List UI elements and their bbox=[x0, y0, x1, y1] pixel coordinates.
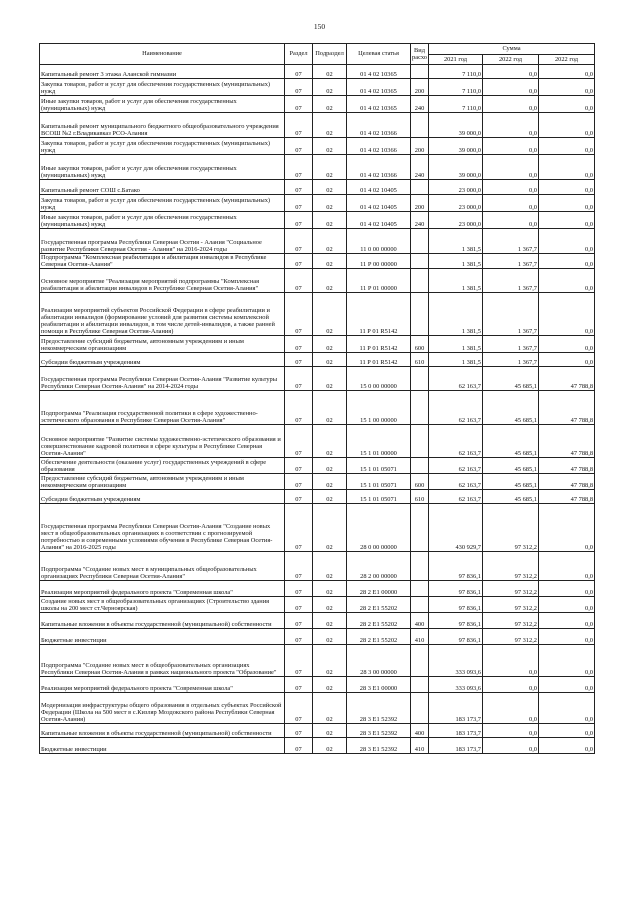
row-section: 07 bbox=[285, 212, 313, 229]
row-subsection: 02 bbox=[313, 391, 347, 425]
row-expense-type: 400 bbox=[411, 613, 429, 629]
row-sum-2022-b: 0,0 bbox=[539, 229, 595, 254]
row-sum-2022-b: 0,0 bbox=[539, 504, 595, 552]
row-expense-type bbox=[411, 180, 429, 195]
row-section: 07 bbox=[285, 229, 313, 254]
table-row bbox=[40, 367, 595, 391]
row-subsection: 02 bbox=[313, 293, 347, 336]
row-subsection: 02 bbox=[313, 212, 347, 229]
row-target: 01 4 02 10365 bbox=[347, 79, 411, 96]
row-expense-type bbox=[411, 113, 429, 138]
row-name: Бюджетные инвестиции bbox=[40, 629, 285, 645]
row-sum-2022-b: 0,0 bbox=[539, 195, 595, 212]
row-subsection: 02 bbox=[313, 96, 347, 113]
row-section: 07 bbox=[285, 724, 313, 738]
row-name: Модернизация инфраструктуры общего образования в отдельных субъектах Российской Федерации (Школа на 500 мест в с.Кизляр Моздокского района Республики Северная Осетия-Алания) bbox=[40, 693, 285, 724]
row-target: 01 4 02 10405 bbox=[347, 212, 411, 229]
row-name: Бюджетные инвестиции bbox=[40, 738, 285, 754]
row-sum-2022-b: 0,0 bbox=[539, 79, 595, 96]
row-subsection: 02 bbox=[313, 458, 347, 474]
row-expense-type: 610 bbox=[411, 353, 429, 367]
row-sum-2022-a: 45 685,1 bbox=[483, 367, 539, 391]
row-name: Капитальный ремонт 3 этажа Аланской гимназии bbox=[40, 65, 285, 79]
row-target: 11 Р 01 R5142 bbox=[347, 293, 411, 336]
row-sum-2022-b: 0,0 bbox=[539, 645, 595, 677]
table-row bbox=[40, 597, 595, 613]
row-subsection: 02 bbox=[313, 367, 347, 391]
row-name: Предоставление субсидий бюджетным, автономным учреждениям и иным некоммерческим организациям bbox=[40, 474, 285, 490]
row-sum-2022-a: 45 685,1 bbox=[483, 458, 539, 474]
header-sum: Сумма bbox=[429, 44, 595, 55]
row-name: Закупка товаров, работ и услуг для обеспечения государственных (муниципальных) нужд bbox=[40, 195, 285, 212]
row-name: Субсидии бюджетным учреждениям bbox=[40, 353, 285, 367]
row-expense-type: 410 bbox=[411, 629, 429, 645]
row-target: 11 Р 01 R5142 bbox=[347, 353, 411, 367]
row-expense-type bbox=[411, 229, 429, 254]
row-expense-type: 600 bbox=[411, 474, 429, 490]
table-row bbox=[40, 425, 595, 458]
header-2022-a: 2022 год bbox=[483, 55, 539, 65]
row-target: 15 1 01 05071 bbox=[347, 474, 411, 490]
row-target: 01 4 02 10405 bbox=[347, 195, 411, 212]
row-subsection: 02 bbox=[313, 490, 347, 504]
table-row bbox=[40, 391, 595, 425]
row-target: 11 Р 01 R5142 bbox=[347, 336, 411, 353]
row-sum-2022-a: 45 685,1 bbox=[483, 490, 539, 504]
row-name: Иные закупки товаров, работ и услуг для обеспечения государственных (муниципальных) нужд bbox=[40, 212, 285, 229]
table-row bbox=[40, 79, 595, 96]
row-subsection: 02 bbox=[313, 552, 347, 581]
row-sum-2022-b: 47 788,8 bbox=[539, 391, 595, 425]
table-row bbox=[40, 552, 595, 581]
row-section: 07 bbox=[285, 581, 313, 597]
row-sum-2022-b: 0,0 bbox=[539, 738, 595, 754]
row-sum-2022-b: 0,0 bbox=[539, 597, 595, 613]
row-expense-type: 240 bbox=[411, 96, 429, 113]
row-section: 07 bbox=[285, 367, 313, 391]
row-name: Субсидии бюджетным учреждениям bbox=[40, 490, 285, 504]
row-sum-2021: 39 000,0 bbox=[429, 113, 483, 138]
row-target: 28 2 Е1 55202 bbox=[347, 613, 411, 629]
row-expense-type: 240 bbox=[411, 212, 429, 229]
table-row bbox=[40, 504, 595, 552]
row-sum-2022-a: 0,0 bbox=[483, 96, 539, 113]
header-expense-type: Вид расхо bbox=[411, 44, 429, 65]
row-target: 01 4 02 10365 bbox=[347, 96, 411, 113]
row-sum-2021: 62 163,7 bbox=[429, 474, 483, 490]
row-section: 07 bbox=[285, 474, 313, 490]
row-target: 01 4 02 10365 bbox=[347, 65, 411, 79]
row-sum-2021: 333 093,6 bbox=[429, 645, 483, 677]
row-name: Основное мероприятие "Реализация мероприятий подпрограммы "Комплексная реабилитация и абилитация инвалидов в Республике Северная Осетия-Алания" bbox=[40, 269, 285, 293]
row-target: 28 2 Е1 00000 bbox=[347, 581, 411, 597]
row-sum-2021: 430 929,7 bbox=[429, 504, 483, 552]
header-subsection: Подраздел bbox=[313, 44, 347, 65]
row-sum-2022-a: 1 367,7 bbox=[483, 254, 539, 269]
row-section: 07 bbox=[285, 79, 313, 96]
row-sum-2021: 62 163,7 bbox=[429, 458, 483, 474]
row-target: 28 3 Е1 00000 bbox=[347, 677, 411, 693]
page-number: 150 bbox=[313, 22, 326, 31]
row-subsection: 02 bbox=[313, 677, 347, 693]
row-subsection: 02 bbox=[313, 195, 347, 212]
row-section: 07 bbox=[285, 254, 313, 269]
table-row bbox=[40, 336, 595, 353]
row-sum-2022-b: 0,0 bbox=[539, 65, 595, 79]
row-target: 28 3 Е1 52392 bbox=[347, 738, 411, 754]
row-sum-2022-a: 97 312,2 bbox=[483, 629, 539, 645]
row-target: 15 1 01 05071 bbox=[347, 490, 411, 504]
row-name: Капитальный ремонт СОШ с.Батако bbox=[40, 180, 285, 195]
row-sum-2022-a: 0,0 bbox=[483, 138, 539, 155]
row-expense-type bbox=[411, 645, 429, 677]
table-row bbox=[40, 155, 595, 180]
row-sum-2022-b: 0,0 bbox=[539, 724, 595, 738]
row-section: 07 bbox=[285, 552, 313, 581]
row-sum-2022-a: 1 367,7 bbox=[483, 353, 539, 367]
table-row bbox=[40, 138, 595, 155]
row-section: 07 bbox=[285, 155, 313, 180]
row-subsection: 02 bbox=[313, 645, 347, 677]
row-subsection: 02 bbox=[313, 738, 347, 754]
row-section: 07 bbox=[285, 458, 313, 474]
row-sum-2022-b: 47 788,8 bbox=[539, 490, 595, 504]
row-subsection: 02 bbox=[313, 79, 347, 96]
row-target: 15 0 00 00000 bbox=[347, 367, 411, 391]
table-row bbox=[40, 229, 595, 254]
row-subsection: 02 bbox=[313, 180, 347, 195]
row-section: 07 bbox=[285, 113, 313, 138]
row-sum-2022-a: 0,0 bbox=[483, 79, 539, 96]
row-sum-2022-b: 0,0 bbox=[539, 212, 595, 229]
row-section: 07 bbox=[285, 96, 313, 113]
row-name: Обеспечение деятельности (оказание услуг) государственных учреждений в сфере образования bbox=[40, 458, 285, 474]
table-row bbox=[40, 724, 595, 738]
row-expense-type: 240 bbox=[411, 155, 429, 180]
row-sum-2022-b: 0,0 bbox=[539, 677, 595, 693]
row-expense-type bbox=[411, 458, 429, 474]
row-expense-type: 200 bbox=[411, 138, 429, 155]
row-subsection: 02 bbox=[313, 254, 347, 269]
row-sum-2022-b: 0,0 bbox=[539, 552, 595, 581]
table-row bbox=[40, 490, 595, 504]
row-sum-2022-b: 0,0 bbox=[539, 353, 595, 367]
row-expense-type bbox=[411, 597, 429, 613]
table-row bbox=[40, 458, 595, 474]
table-row bbox=[40, 474, 595, 490]
row-section: 07 bbox=[285, 425, 313, 458]
row-sum-2021: 39 000,0 bbox=[429, 138, 483, 155]
row-sum-2022-a: 1 367,7 bbox=[483, 269, 539, 293]
row-target: 01 4 02 10366 bbox=[347, 113, 411, 138]
row-target: 15 1 01 00000 bbox=[347, 425, 411, 458]
row-sum-2022-b: 47 788,8 bbox=[539, 458, 595, 474]
row-sum-2022-b: 47 788,8 bbox=[539, 474, 595, 490]
row-target: 01 4 02 10366 bbox=[347, 155, 411, 180]
row-expense-type bbox=[411, 269, 429, 293]
row-sum-2021: 97 836,1 bbox=[429, 581, 483, 597]
table-row bbox=[40, 293, 595, 336]
row-sum-2021: 183 173,7 bbox=[429, 724, 483, 738]
table-row bbox=[40, 645, 595, 677]
row-sum-2022-b: 0,0 bbox=[539, 693, 595, 724]
row-section: 07 bbox=[285, 677, 313, 693]
row-sum-2022-b: 0,0 bbox=[539, 138, 595, 155]
table-row bbox=[40, 212, 595, 229]
row-sum-2022-a: 0,0 bbox=[483, 645, 539, 677]
row-name: Подпрограмма "Реализация государственной политики в сфере художественно-эстетического образования в Республике Северная Осетия-Алания" bbox=[40, 391, 285, 425]
row-sum-2022-a: 0,0 bbox=[483, 195, 539, 212]
row-sum-2022-b: 0,0 bbox=[539, 269, 595, 293]
row-sum-2022-b: 0,0 bbox=[539, 180, 595, 195]
row-name: Закупка товаров, работ и услуг для обеспечения государственных (муниципальных) нужд bbox=[40, 79, 285, 96]
row-sum-2021: 62 163,7 bbox=[429, 425, 483, 458]
budget-table bbox=[39, 43, 595, 754]
row-section: 07 bbox=[285, 269, 313, 293]
table-row bbox=[40, 693, 595, 724]
row-sum-2022-b: 0,0 bbox=[539, 629, 595, 645]
row-sum-2022-a: 0,0 bbox=[483, 113, 539, 138]
header-2021: 2021 год bbox=[429, 55, 483, 65]
row-sum-2021: 7 110,0 bbox=[429, 65, 483, 79]
row-sum-2022-a: 0,0 bbox=[483, 738, 539, 754]
row-sum-2022-b: 47 788,8 bbox=[539, 367, 595, 391]
table-row bbox=[40, 581, 595, 597]
row-sum-2022-b: 0,0 bbox=[539, 336, 595, 353]
row-name: Реализация мероприятий федерального проекта "Современная школа" bbox=[40, 677, 285, 693]
row-subsection: 02 bbox=[313, 269, 347, 293]
row-name: Создание новых мест в общеобразовательных организациях (Строительство здания школы на 200 мест ст.Черноярская) bbox=[40, 597, 285, 613]
row-name: Основное мероприятие "Развитие системы художественно-эстетического образования и совершенствование кадровой политики в сфере культуры в Республике Северная Осетия-Алания" bbox=[40, 425, 285, 458]
table-row bbox=[40, 254, 595, 269]
row-subsection: 02 bbox=[313, 724, 347, 738]
row-section: 07 bbox=[285, 138, 313, 155]
row-sum-2022-a: 45 685,1 bbox=[483, 391, 539, 425]
row-expense-type bbox=[411, 581, 429, 597]
table-row bbox=[40, 269, 595, 293]
table-row bbox=[40, 629, 595, 645]
row-sum-2022-a: 0,0 bbox=[483, 724, 539, 738]
row-target: 15 1 00 00000 bbox=[347, 391, 411, 425]
row-sum-2022-a: 1 367,7 bbox=[483, 293, 539, 336]
row-expense-type bbox=[411, 552, 429, 581]
row-subsection: 02 bbox=[313, 155, 347, 180]
row-sum-2022-b: 0,0 bbox=[539, 155, 595, 180]
row-target: 28 2 00 00000 bbox=[347, 552, 411, 581]
row-sum-2021: 62 163,7 bbox=[429, 490, 483, 504]
row-name: Государственная программа Республики Северная Осетия - Алания "Социальное развитие Республики Северная Осетия - Алания" на 2016-2024 годы bbox=[40, 229, 285, 254]
row-section: 07 bbox=[285, 629, 313, 645]
row-section: 07 bbox=[285, 645, 313, 677]
table-row bbox=[40, 195, 595, 212]
row-sum-2022-b: 0,0 bbox=[539, 613, 595, 629]
row-name: Подпрограмма "Комплексная реабилитация и абилитация инвалидов в Республике Северная Осетия-Алания" bbox=[40, 254, 285, 269]
row-subsection: 02 bbox=[313, 474, 347, 490]
row-name: Капитальный ремонт муниципального бюджетного общеобразовательного учреждения ВСОШ №2 г.Владикавказ РСО-Алания bbox=[40, 113, 285, 138]
row-section: 07 bbox=[285, 738, 313, 754]
row-expense-type bbox=[411, 254, 429, 269]
row-sum-2021: 183 173,7 bbox=[429, 738, 483, 754]
row-sum-2021: 183 173,7 bbox=[429, 693, 483, 724]
row-section: 07 bbox=[285, 613, 313, 629]
row-sum-2022-b: 47 788,8 bbox=[539, 425, 595, 458]
row-sum-2021: 1 381,5 bbox=[429, 353, 483, 367]
row-name: Реализация мероприятий федерального проекта "Современная школа" bbox=[40, 581, 285, 597]
row-sum-2022-b: 0,0 bbox=[539, 96, 595, 113]
row-sum-2022-a: 0,0 bbox=[483, 155, 539, 180]
row-sum-2021: 62 163,7 bbox=[429, 391, 483, 425]
row-expense-type bbox=[411, 65, 429, 79]
row-target: 01 4 02 10405 bbox=[347, 180, 411, 195]
row-expense-type bbox=[411, 425, 429, 458]
row-sum-2022-a: 97 312,2 bbox=[483, 613, 539, 629]
row-target: 11 Р 00 00000 bbox=[347, 254, 411, 269]
row-subsection: 02 bbox=[313, 597, 347, 613]
header-target: Целевая статья bbox=[347, 44, 411, 65]
row-expense-type bbox=[411, 677, 429, 693]
row-expense-type: 400 bbox=[411, 724, 429, 738]
row-section: 07 bbox=[285, 504, 313, 552]
row-sum-2021: 1 381,5 bbox=[429, 336, 483, 353]
row-sum-2022-a: 0,0 bbox=[483, 180, 539, 195]
row-section: 07 bbox=[285, 65, 313, 79]
row-expense-type bbox=[411, 391, 429, 425]
row-sum-2021: 97 836,1 bbox=[429, 552, 483, 581]
row-subsection: 02 bbox=[313, 613, 347, 629]
header-2022-b: 2022 год bbox=[539, 55, 595, 65]
row-sum-2022-a: 0,0 bbox=[483, 65, 539, 79]
row-section: 07 bbox=[285, 180, 313, 195]
row-sum-2022-a: 0,0 bbox=[483, 693, 539, 724]
row-sum-2021: 1 381,5 bbox=[429, 269, 483, 293]
row-name: Реализация мероприятий субъектов Российской Федерации в сфере реабилитации и абилитации инвалидов (формирование условий для развития системы комплексной реабилитации и абилитации инвалидов, в том числе детей-инвалидов, а также ранней помощи в Республике Северная Осетия-Алания) bbox=[40, 293, 285, 336]
row-subsection: 02 bbox=[313, 229, 347, 254]
row-target: 11 0 00 00000 bbox=[347, 229, 411, 254]
row-section: 07 bbox=[285, 693, 313, 724]
row-target: 28 2 Е1 55202 bbox=[347, 597, 411, 613]
table-row bbox=[40, 113, 595, 138]
row-subsection: 02 bbox=[313, 353, 347, 367]
row-sum-2021: 97 836,1 bbox=[429, 597, 483, 613]
row-sum-2022-a: 1 367,7 bbox=[483, 229, 539, 254]
row-subsection: 02 bbox=[313, 581, 347, 597]
row-name: Иные закупки товаров, работ и услуг для обеспечения государственных (муниципальных) нужд bbox=[40, 155, 285, 180]
row-section: 07 bbox=[285, 336, 313, 353]
table-row bbox=[40, 96, 595, 113]
row-sum-2021: 23 000,0 bbox=[429, 195, 483, 212]
table-row bbox=[40, 613, 595, 629]
row-subsection: 02 bbox=[313, 693, 347, 724]
row-sum-2022-a: 97 312,2 bbox=[483, 581, 539, 597]
row-name: Иные закупки товаров, работ и услуг для обеспечения государственных (муниципальных) нужд bbox=[40, 96, 285, 113]
row-target: 11 Р 01 00000 bbox=[347, 269, 411, 293]
row-section: 07 bbox=[285, 391, 313, 425]
row-subsection: 02 bbox=[313, 138, 347, 155]
row-name: Государственная программа Республики Северная Осетия-Алания "Развитие культуры Республики Северная Осетия-Алания" на 2014-2024 годы bbox=[40, 367, 285, 391]
table-row bbox=[40, 677, 595, 693]
row-target: 28 0 00 00000 bbox=[347, 504, 411, 552]
row-name: Подпрограмма "Создание новых мест в общеобразовательных организациях Республики Северная Осетия-Алания в рамках национального проекта "Образование" bbox=[40, 645, 285, 677]
row-section: 07 bbox=[285, 293, 313, 336]
row-expense-type bbox=[411, 293, 429, 336]
row-sum-2022-b: 0,0 bbox=[539, 254, 595, 269]
row-sum-2022-a: 97 312,2 bbox=[483, 597, 539, 613]
row-expense-type: 200 bbox=[411, 79, 429, 96]
row-sum-2021: 97 836,1 bbox=[429, 613, 483, 629]
row-sum-2021: 1 381,5 bbox=[429, 254, 483, 269]
row-subsection: 02 bbox=[313, 113, 347, 138]
row-target: 28 3 Е1 52392 bbox=[347, 693, 411, 724]
row-sum-2022-a: 0,0 bbox=[483, 212, 539, 229]
row-target: 28 2 Е1 55202 bbox=[347, 629, 411, 645]
row-expense-type: 410 bbox=[411, 738, 429, 754]
table-row bbox=[40, 353, 595, 367]
row-sum-2022-b: 0,0 bbox=[539, 113, 595, 138]
row-section: 07 bbox=[285, 353, 313, 367]
row-expense-type: 200 bbox=[411, 195, 429, 212]
row-sum-2021: 23 000,0 bbox=[429, 180, 483, 195]
row-sum-2022-a: 45 685,1 bbox=[483, 425, 539, 458]
row-sum-2022-a: 97 312,2 bbox=[483, 552, 539, 581]
row-sum-2021: 97 836,1 bbox=[429, 629, 483, 645]
row-subsection: 02 bbox=[313, 504, 347, 552]
table-row bbox=[40, 65, 595, 79]
row-target: 28 3 Е1 52392 bbox=[347, 724, 411, 738]
row-sum-2022-a: 45 685,1 bbox=[483, 474, 539, 490]
row-expense-type bbox=[411, 693, 429, 724]
row-section: 07 bbox=[285, 195, 313, 212]
row-expense-type bbox=[411, 504, 429, 552]
row-sum-2022-b: 0,0 bbox=[539, 293, 595, 336]
row-expense-type bbox=[411, 367, 429, 391]
row-sum-2021: 7 110,0 bbox=[429, 96, 483, 113]
row-expense-type: 610 bbox=[411, 490, 429, 504]
row-subsection: 02 bbox=[313, 629, 347, 645]
row-sum-2021: 7 110,0 bbox=[429, 79, 483, 96]
row-sum-2021: 1 381,5 bbox=[429, 229, 483, 254]
row-name: Предоставление субсидий бюджетным, автономным учреждениям и иным некоммерческим организациям bbox=[40, 336, 285, 353]
row-sum-2021: 333 093,6 bbox=[429, 677, 483, 693]
row-name: Капитальные вложения в объекты государственной (муниципальной) собственности bbox=[40, 613, 285, 629]
row-sum-2022-b: 0,0 bbox=[539, 581, 595, 597]
header-name: Наименование bbox=[40, 44, 285, 65]
row-name: Капитальные вложения в объекты государственной (муниципальной) собственности bbox=[40, 724, 285, 738]
row-name: Подпрограмма "Создание новых мест в муниципальных общеобразовательных организациях Республики Северная Осетия-Алания" bbox=[40, 552, 285, 581]
table-row bbox=[40, 180, 595, 195]
row-section: 07 bbox=[285, 490, 313, 504]
row-sum-2021: 39 000,0 bbox=[429, 155, 483, 180]
row-sum-2022-a: 97 312,2 bbox=[483, 504, 539, 552]
row-sum-2021: 23 000,0 bbox=[429, 212, 483, 229]
row-sum-2021: 62 163,7 bbox=[429, 367, 483, 391]
row-expense-type: 600 bbox=[411, 336, 429, 353]
row-subsection: 02 bbox=[313, 65, 347, 79]
row-target: 01 4 02 10366 bbox=[347, 138, 411, 155]
row-target: 15 1 01 05071 bbox=[347, 458, 411, 474]
row-sum-2022-a: 1 367,7 bbox=[483, 336, 539, 353]
row-section: 07 bbox=[285, 597, 313, 613]
row-sum-2022-a: 0,0 bbox=[483, 677, 539, 693]
row-name: Закупка товаров, работ и услуг для обеспечения государственных (муниципальных) нужд bbox=[40, 138, 285, 155]
row-name: Государственная программа Республики Северная Осетия-Алания "Создание новых мест в общеобразовательных организациях в соответствии с прогнозируемой потребностью и современными условиями обучения в Республике Северная Осетия-Алания" на 2016-2025 годы bbox=[40, 504, 285, 552]
table-row bbox=[40, 738, 595, 754]
row-subsection: 02 bbox=[313, 336, 347, 353]
row-subsection: 02 bbox=[313, 425, 347, 458]
header-section: Раздел bbox=[285, 44, 313, 65]
row-target: 28 3 00 00000 bbox=[347, 645, 411, 677]
row-sum-2021: 1 381,5 bbox=[429, 293, 483, 336]
